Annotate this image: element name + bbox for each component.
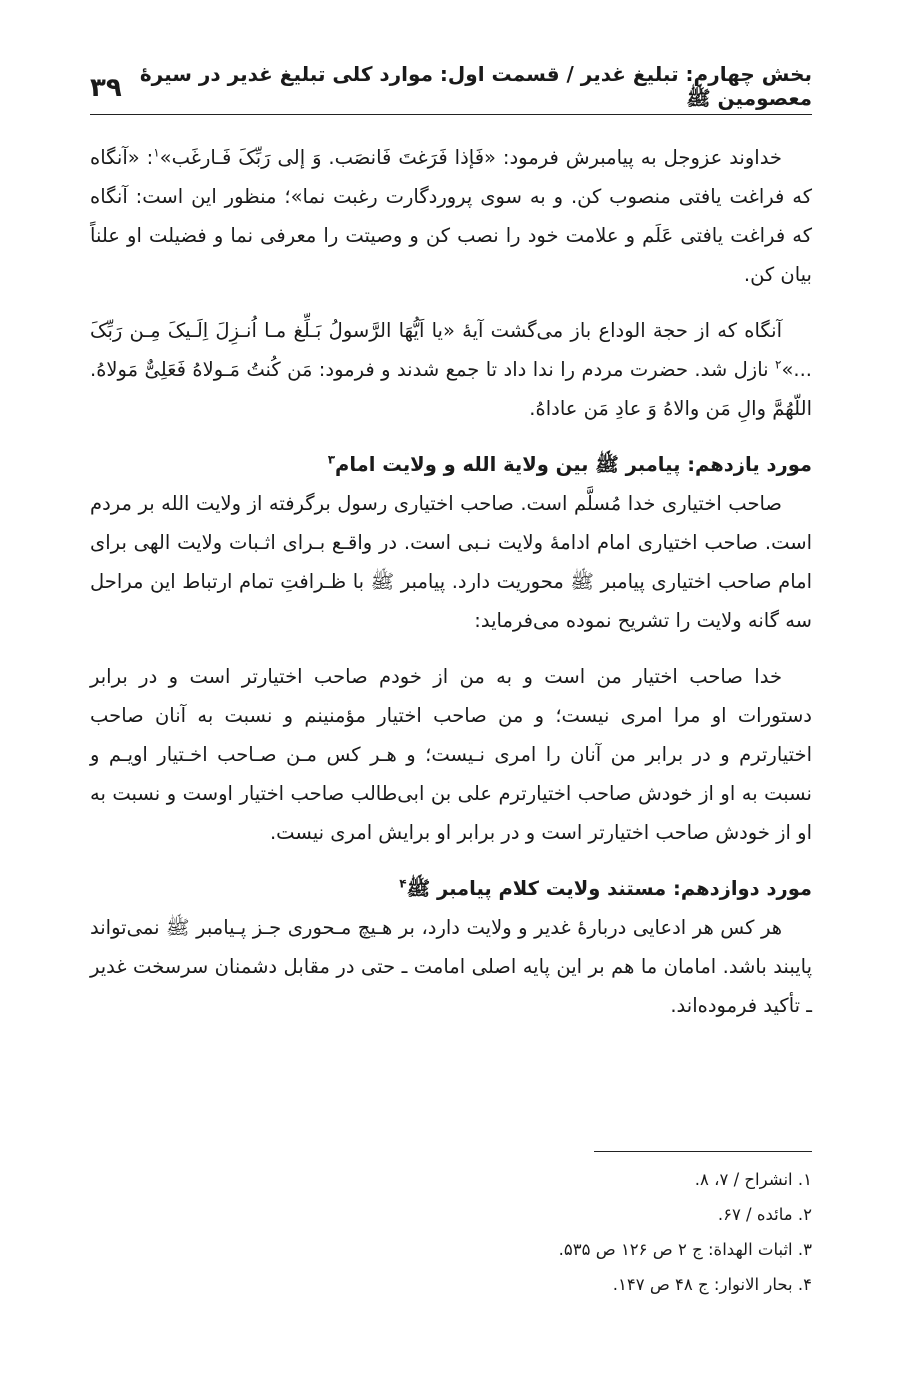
paragraph-2-rest: نازل شد. حضرت مردم را ندا داد تا جمع شدند و فرمود: مَن کُنتُ مَـولاهُ فَعَلِیٌّ مَولاهُ. اللّهُمَّ والِ مَن والاهُ وَ عادِ مَن عاداهُ. xyxy=(90,358,812,420)
paragraph-1-rest: : «آنگاه که فراغت یافتی منصوب کن. و به سوی پروردگارت رغبت نما»؛ منظور این است: آنگاه که فراغت یافتی عَلَم و علامت خود را نصب کن و وصیتت را معرفی نما و فضیلت او علناً بیان کن. xyxy=(90,146,812,286)
body-text xyxy=(90,138,812,1025)
header-divider xyxy=(90,114,812,115)
footnote-3: ۳. اثبات الهداة: ج ۲ ص ۱۲۶ ص ۵۳۵. xyxy=(558,1240,812,1259)
page-number: ۳۹ xyxy=(90,73,122,103)
footnote-ref-4: ۴ xyxy=(399,876,407,891)
footnote-ref-3: ۳ xyxy=(327,452,336,467)
footnote-4: ۴. بحار الانوار: ج ۴۸ ص ۱۴۷. xyxy=(612,1275,812,1294)
paragraph-2 xyxy=(90,311,812,428)
footnotes xyxy=(90,1162,812,1302)
footnote-ref-2: ۲ xyxy=(775,357,782,372)
paragraph-5: هر کس هر ادعایی دربارهٔ غدیر و ولایت دارد، بر هـیچ مـحوری جـز پـیامبر ﷺ نمی‌تواند پایبند باشد. امامان ما هم بر این پایه اصلی امامت ـ حتی در مقابل دشمنان سرسخت غدیر ـ تأکید فرموده‌اند. xyxy=(90,916,812,1017)
paragraph-1-text: خداوند عزوجل به پیامبرش فرمود: «فَإذا فَرَغتَ فَانصَب. وَ إلی رَبِّکَ فَـارغَب» xyxy=(159,146,782,169)
paragraph-2-text: آنگاه که از حجة الوداع باز می‌گشت آیهٔ «یا اَیُّهَا الرَّسولُ بَـلِّغ مـا اُنـزِلَ اِلَـیکَ مِـن رَبِّکَ ...» xyxy=(90,319,812,381)
paragraph-1 xyxy=(90,138,812,294)
footnote-ref-1: ۱ xyxy=(153,145,160,160)
footnote-1: ۱. انشراح / ۷، ۸. xyxy=(694,1170,812,1189)
section-heading-11-text: مورد یازدهم: پیامبر ﷺ بین ولایة الله و ولایت امام xyxy=(335,453,812,476)
running-header xyxy=(90,61,812,110)
running-title: بخش چهارم: تبلیغ غدیر / قسمت اول: موارد کلی تبلیغ غدیر در سیرهٔ معصومین ﷺ xyxy=(139,61,812,110)
section-heading-11 xyxy=(90,445,812,484)
footnote-2: ۲. مائده / ۶۷. xyxy=(717,1205,812,1224)
section-heading-12 xyxy=(90,869,812,908)
footnote-divider xyxy=(594,1151,812,1152)
paragraph-4-quote: خدا صاحب اختیار من است و به من از خودم صاحب اختیارتر است و در برابر دستورات او مرا امری نیست؛ و من صاحب اختیار مؤمنینم و نسبت به آنان صاحب اختیارترم و در برابر من آنان را امری نـیست؛ و هـر کس مـن صـاحب اخـتیار اویـم و نسبت به او از خودش صاحب اختیارترم علی بن ابی‌طالب صاحب اختیار اوست و نسبت به او از خودش صاحب اختیارتر است و در برابر او برایش امری نیست. xyxy=(90,665,812,844)
paragraph-3: صاحب اختیاری خدا مُسلَّم است. صاحب اختیاری رسول برگرفته از ولایت الله بر مردم است. صاحب اختیاری امام ادامهٔ ولایت نـبی است. در واقـع بـرای اثـبات ولایت الهی برای امام صاحب اختیاری پیامبر ﷺ محوریت دارد. پیامبر ﷺ با ظـرافتِ تمام ارتباط این مراحل سه گانه ولایت را تشریح نموده می‌فرماید: xyxy=(90,492,812,632)
section-heading-12-text: مورد دوازدهم: مستند ولایت کلام پیامبر ﷺ xyxy=(406,877,812,900)
